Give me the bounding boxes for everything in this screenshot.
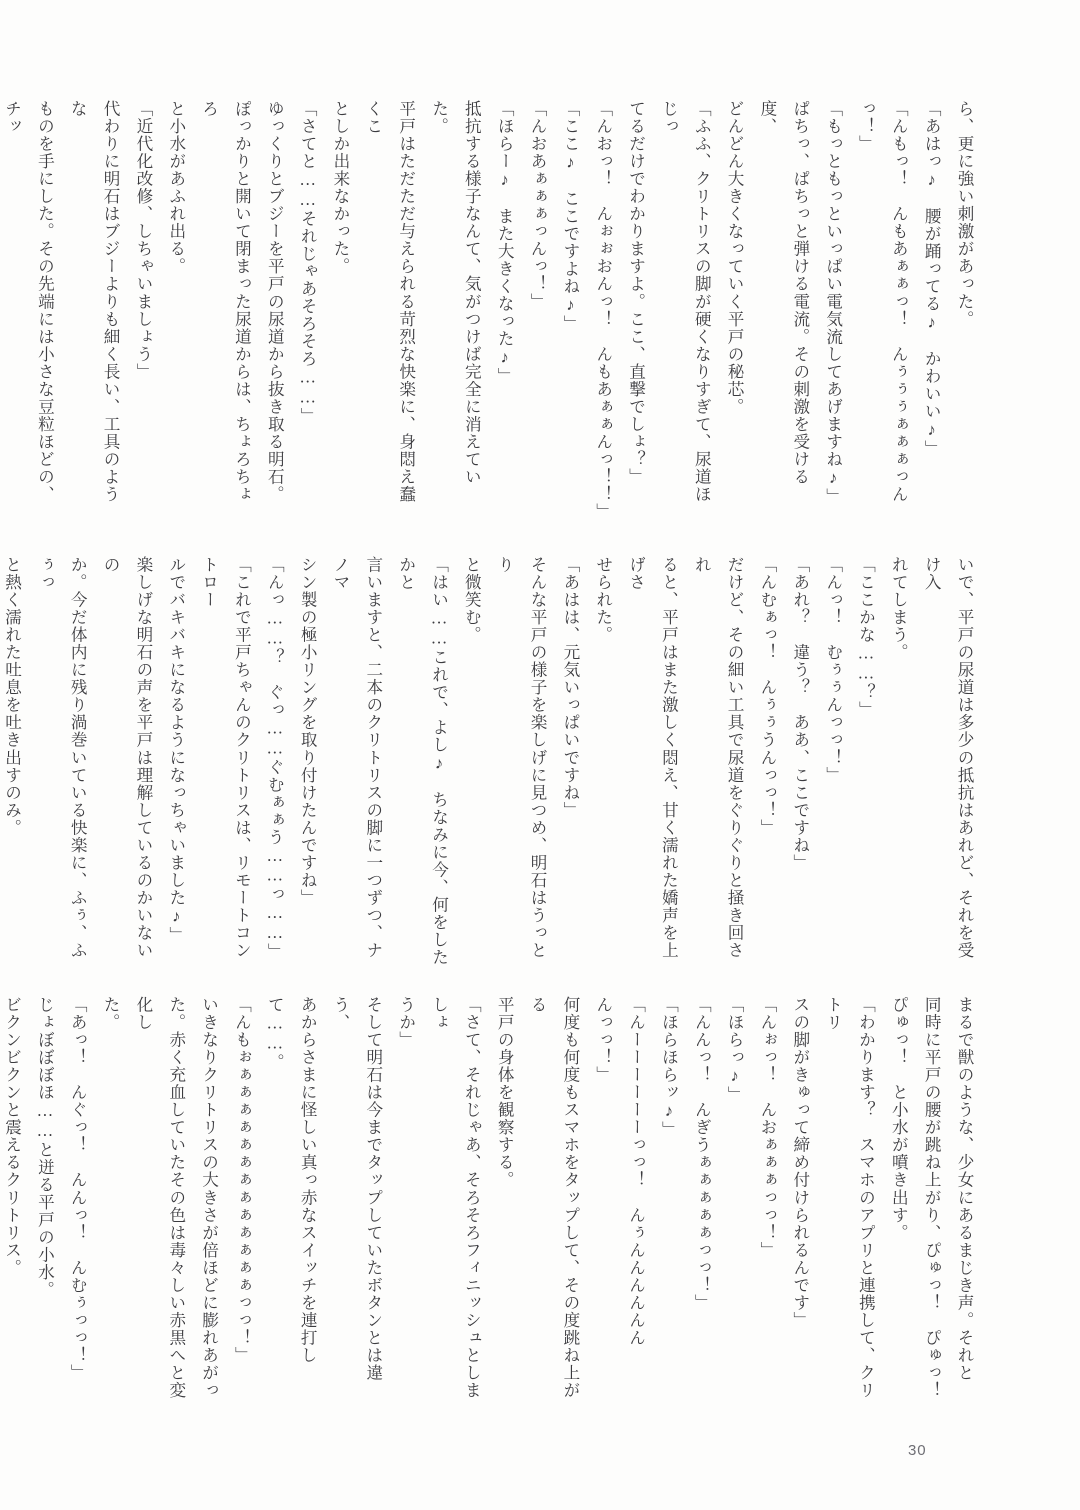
text-line: 「これで平戸ちゃんのクリトリスは、リモートコントロー — [199, 556, 252, 959]
text-line: 「んむぁっ！ んぅぅうんっっ！」 — [757, 556, 777, 837]
page-number: 30 — [908, 1442, 927, 1459]
text-line: 「わかります？ スマホのアプリと連携して、クリトリ — [823, 996, 876, 1399]
text-line: ゆっくりとブジーを平戸の尿道から抜き取る明石。 — [265, 100, 285, 503]
text-line: れてしまう。 — [889, 556, 909, 662]
text-line: じょぼぼぼほ……と迸る平戸の小水。 — [35, 996, 55, 1299]
text-line: 抵抗する様子なんて、気がつけば完全に消えていた。 — [429, 100, 482, 486]
text-line: だけど、その細い工具で尿道をぐりぐりと掻き回され — [692, 556, 745, 959]
text-line: いで、平戸の尿道は多少の抵抗はあれど、それを受け入 — [922, 556, 974, 959]
text-line: 同時に平戸の腰が跳ね上がり、ぴゅっ！ ぴゅっ！ — [922, 996, 942, 1399]
text-line: 「さて、それじゃあ、そろそろフィニッシュとしましょ — [429, 996, 482, 1399]
text-line: 「んもっ！ んもあぁぁっ！ んぅぅぅぁぁぁっんっ！」 — [856, 100, 909, 503]
text-line: としか出来なかった。 — [330, 100, 350, 276]
text-line: ると、平戸はまた激しく悶え、甘く濡れた嬌声を上げさ — [626, 556, 679, 959]
text-line: うか」 — [396, 996, 416, 1049]
text-line: 「近代化改修、しちゃいましょう」 — [133, 100, 153, 381]
text-line: いきなりクリトリスの大きさが倍ほどに膨れあがっ — [199, 996, 219, 1399]
text-line: た。 — [101, 996, 121, 1032]
text-line: あからさまに怪しい真っ赤なスイッチを連打して……。 — [265, 996, 318, 1364]
text-line: 「あはは、元気いっぱいですね」 — [560, 556, 580, 819]
text-line: ビクンビクンと震えるクリトリス。 — [2, 996, 22, 1277]
text-line: 「んっ……？ ぐっ……ぐむぁぁう……っ……」 — [265, 556, 285, 961]
text-line: 「ほらほらッ♪」 — [659, 996, 679, 1139]
text-block-3 — [2, 996, 980, 1416]
text-line: 言いますと、二本のクリトリスの脚に一つずつ、ナノマ — [330, 556, 383, 959]
text-line: そして明石は今までタップしていたボタンとは違う、 — [330, 996, 383, 1382]
text-line: ルでバキバキになるようになっちゃいました♪」 — [166, 556, 186, 944]
text-line: と熱く濡れた吐息を吐き出すのみ。 — [2, 556, 22, 837]
text-line: 「あれ？ 違う？ ああ、ここですね」 — [790, 556, 810, 872]
text-line: と微笑む。 — [462, 556, 482, 644]
text-line: 「んっ！ むぅぅんっっ！」 — [823, 556, 843, 784]
text-line: 「はい……これで、よし♪ ちなみに今、何をしたかと — [396, 556, 449, 966]
text-line: 平戸の身体を観察する。 — [495, 996, 515, 1189]
text-line: せられた。 — [593, 556, 613, 644]
text-line: 「さてと……それじゃあそろそろ……」 — [298, 100, 318, 425]
text-line: 「んもぉぁぁぁぁぁぁぁぁぁぁぁぁぁっっ！」 — [232, 996, 252, 1364]
text-line: た。赤く充血していたその色は毒々しい赤黒へと変化し — [133, 996, 186, 1399]
text-line: そんな平戸の様子を楽しげに見つめ、明石はうっとり — [495, 556, 548, 959]
text-line: 平戸はただただ与えられる苛烈な快楽に、身悶え蠢くこ — [363, 100, 416, 503]
text-line: 「ほらー♪ また大きくなった♪」 — [495, 100, 515, 386]
text-line: スの脚がきゅって締め付けられるんです」 — [790, 996, 810, 1329]
text-line: ものを手にした。その先端には小さな豆粒ほどの、チッ — [2, 100, 55, 503]
text-line: ぴゅっ！ と小水が噴き出す。 — [889, 996, 909, 1242]
text-line: と小水があふれ出る。 — [166, 100, 186, 276]
text-line: 「ほらっ♪」 — [725, 996, 745, 1104]
text-line: ら、更に強い刺激があった。 — [955, 100, 974, 328]
text-line: てるだけでわかりますよ。ここ、直撃でしょ？」 — [626, 100, 646, 486]
text-line: 「んおあぁぁぁっんっ！」 — [528, 100, 548, 311]
text-line: まるで獣のような、少女にあるまじき声。それと — [955, 996, 974, 1382]
text-line: 楽しげな明石の声を平戸は理解しているのかいないの — [101, 556, 153, 959]
text-line: どんどん大きくなっていく平戸の秘芯。 — [725, 100, 745, 416]
text-line: ぱちっ、ぱちっと弾ける電流。その刺激を受ける度、 — [757, 100, 810, 486]
text-line: んっっ！」 — [593, 996, 613, 1084]
text-line: 「んーーーーーーっっ！ んぅんんんんんん — [626, 996, 646, 1347]
text-block-2 — [2, 556, 980, 976]
text-line: 「んぉっ！ んおぁぁぁっっ！」 — [757, 996, 777, 1259]
text-block-1 — [2, 100, 980, 521]
text-line: か。今だ体内に残り渦巻いている快楽に、ふぅ、ふぅっ — [35, 556, 88, 959]
text-line: 「もっともっといっぱい電気流してあげますね♪」 — [823, 100, 843, 506]
text-line: 「んおっ！ んぉぉおんっ！ んもあぁぁんっ！！」 — [593, 100, 613, 521]
text-line: 代わりに明石はブジーよりも細く長い、工具のような — [68, 100, 121, 503]
text-line: 「ふふ、クリトリスの脚が硬くなりすぎて、尿道ほじっ — [659, 100, 712, 503]
text-line: 「ここかな……？」 — [856, 556, 876, 719]
text-line: 何度も何度もスマホをタップして、その度跳ね上がる — [528, 996, 580, 1399]
text-line: 「ここ♪ ここですよね♪」 — [560, 100, 580, 333]
text-line: 「あっ！ んぐっ！ んんっ！ んむぅっっ！」 — [68, 996, 88, 1382]
text-line: 「あはっ♪ 腰が踊ってる♪ かわいい♪」 — [922, 100, 942, 458]
text-line: シン製の極小リングを取り付けたんですね」 — [298, 556, 318, 907]
text-line: 「んんっ！ んぎうぁぁぁぁぁっっ！」 — [692, 996, 712, 1312]
text-line: ぽっかりと開いて閉まった尿道からは、ちょろちょろ — [199, 100, 252, 503]
